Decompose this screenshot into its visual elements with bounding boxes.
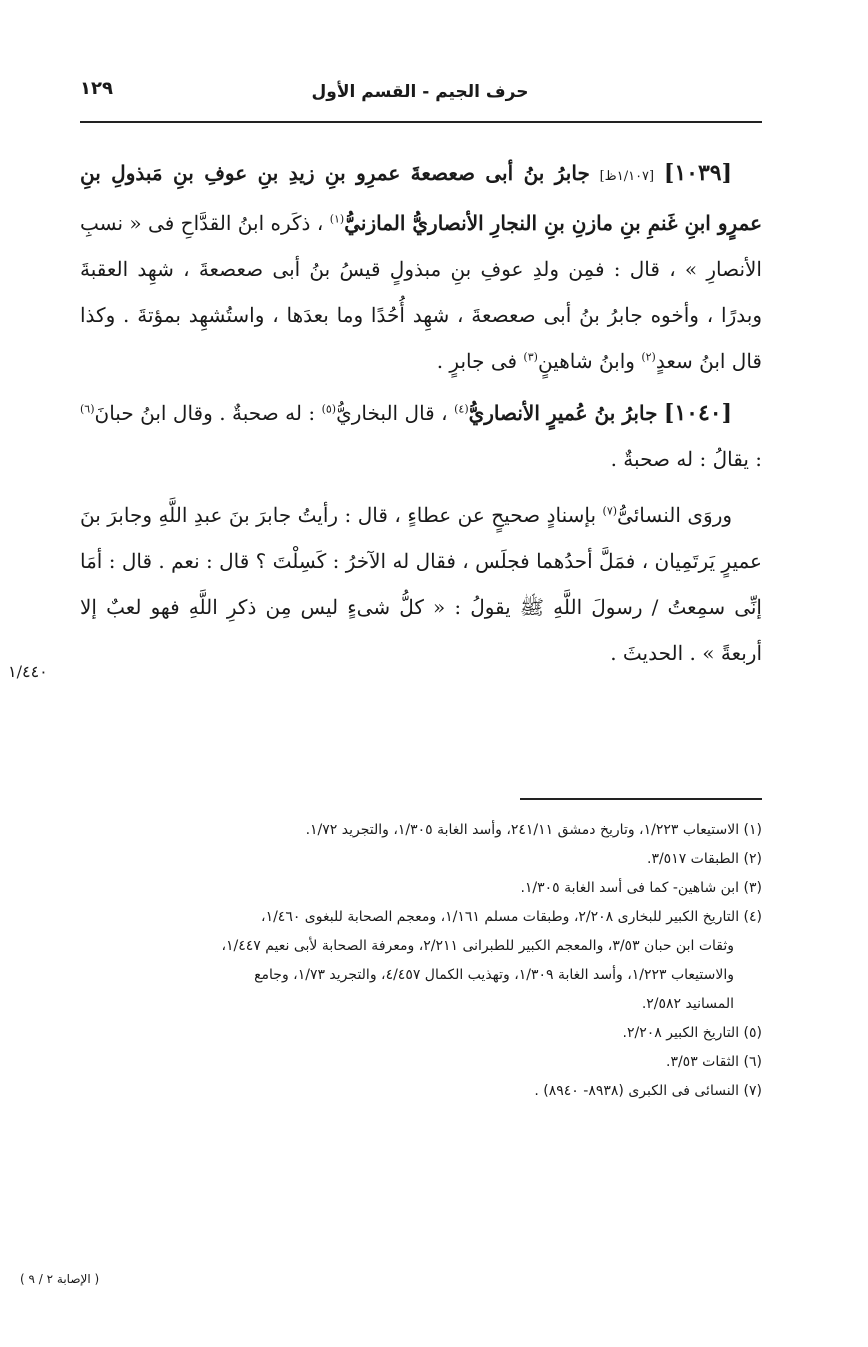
main-text xyxy=(80,150,762,682)
footnote-mark: (٦) xyxy=(80,402,95,416)
paragraph-text: بإسنادٍ صحيحٍ عن عطاءٍ ، قال : رأيتُ جابرَ بنَ عبدِ اللَّهِ وجابرَ بنَ عميرٍ يَرتَمِيان ، فمَلَّ أحدُهما فجلَس ، فقال له الآخرُ : كَسِلْتَ ؟ قال : نعم . قال : أمَا إنِّى سمِعتُ / رسولَ اللَّهِ ﷺ يقولُ : « كلُّ شىءٍ ليس مِن ذكرِ اللَّهِ فهو لعبٌ إلا أربعةً » . الحديثَ . xyxy=(80,503,762,665)
footnote-6: (٦) الثقات ٣/٥٣. xyxy=(665,1054,762,1070)
margin-note: ١/٤٤٠ xyxy=(8,662,48,681)
entry-name: جابرُ بنُ أبى صعصعةَ عمرِو بنِ زيدِ بنِ عوفِ بنِ مَبذولِ بنِ عمرٍو ابنِ غَنمِ بنِ مازنِ بنِ النجارِ الأنصاريُّ المازنيُّ xyxy=(80,161,763,235)
entry-1039 xyxy=(80,150,762,384)
nasai-paragraph xyxy=(80,492,762,676)
footnote-mark: (٥) xyxy=(321,402,337,416)
footnotes xyxy=(80,816,762,1106)
page-number: ١٢٩ xyxy=(80,78,113,99)
footnote-3: (٣) ابن شاهين- كما فى أسد الغابة ١/٣٠٥. xyxy=(520,880,762,896)
header-rule xyxy=(80,121,762,123)
manuscript-ref: [١/١٠٧ظ] xyxy=(599,169,655,184)
footnote-2: (٢) الطبقات ٣/٥١٧. xyxy=(646,851,762,867)
printer-signature: ( الإصابة ٢ / ٩ ) xyxy=(20,1272,100,1286)
footnote-4-continued: والاستيعاب ١/٢٢٣، وأسد الغابة ١/٣٠٩، وتهذيب الكمال ٤/٤٥٧، والتجريد ١/٧٣، وجامع xyxy=(254,967,734,983)
footnote-rule xyxy=(520,798,762,800)
entry-text: : يقالُ : له صحبةٌ . xyxy=(610,447,762,471)
entry-text: : له صحبةٌ . وقال ابنُ حبانَ xyxy=(94,401,316,425)
entry-text: فى جابرٍ . xyxy=(436,349,518,373)
entry-number: [١٠٣٩] xyxy=(663,160,733,186)
footnote-4-continued: وثقات ابن حبان ٣/٥٣، والمعجم الكبير للطبرانى ٢/٢١١، ومعرفة الصحابة لأبى نعيم ١/٤٤٧، xyxy=(221,938,734,954)
entry-1040 xyxy=(80,390,762,482)
footnote-7: (٧) النسائى فى الكبرى (٨٩٣٨- ٨٩٤٠) . xyxy=(534,1083,762,1099)
footnote-mark: (٧) xyxy=(602,504,618,518)
entry-text: ، قال البخاريُّ xyxy=(336,401,448,425)
footnote-5: (٥) التاريخ الكبير ٢/٢٠٨. xyxy=(622,1025,762,1041)
entry-text: ، ذكَره ابنُ القدَّاحِ فى « نسبِ الأنصارِ » ، قال : فمِن ولدِ عوفِ بنِ مبذولٍ قيسُ بنُ أبى صعصعةَ ، شهِد العقبةَ وبدرًا ، وأخوه جابرُ بنُ أبى صعصعةَ ، شهِد أُحُدًا وما بعدَها ، واستُشهِد بمؤتةَ . وكذا قال ابنُ سعدٍ xyxy=(80,211,762,373)
footnote-mark: (٢) xyxy=(641,350,656,364)
footnote-mark: (٤) xyxy=(454,402,469,416)
footnote-1: (١) الاستيعاب ١/٢٢٣، وتاريخ دمشق ٢٤١/١١، وأسد الغابة ١/٣٠٥، والتجريد ١/٧٢. xyxy=(305,822,762,838)
entry-text: وابنُ شاهينٍ xyxy=(537,349,635,373)
footnote-4-continued: المسانيد ٢/٥٨٢. xyxy=(641,996,734,1012)
footnote-mark: (٣) xyxy=(523,350,538,364)
running-header-title: حرف الجيم - القسم الأول xyxy=(311,82,529,102)
footnote-4: (٤) التاريخ الكبير للبخارى ٢/٢٠٨، وطبقات مسلم ١/١٦١، ومعجم الصحابة للبغوى ١/٤٦٠، xyxy=(261,909,762,925)
entry-name: جابرُ بنُ عُميرٍ الأنصاريُّ xyxy=(468,401,658,425)
footnote-mark: (١) xyxy=(329,212,345,226)
entry-number: [١٠٤٠] xyxy=(663,400,733,426)
paragraph-text: وروَى النسائىُّ xyxy=(617,503,733,527)
